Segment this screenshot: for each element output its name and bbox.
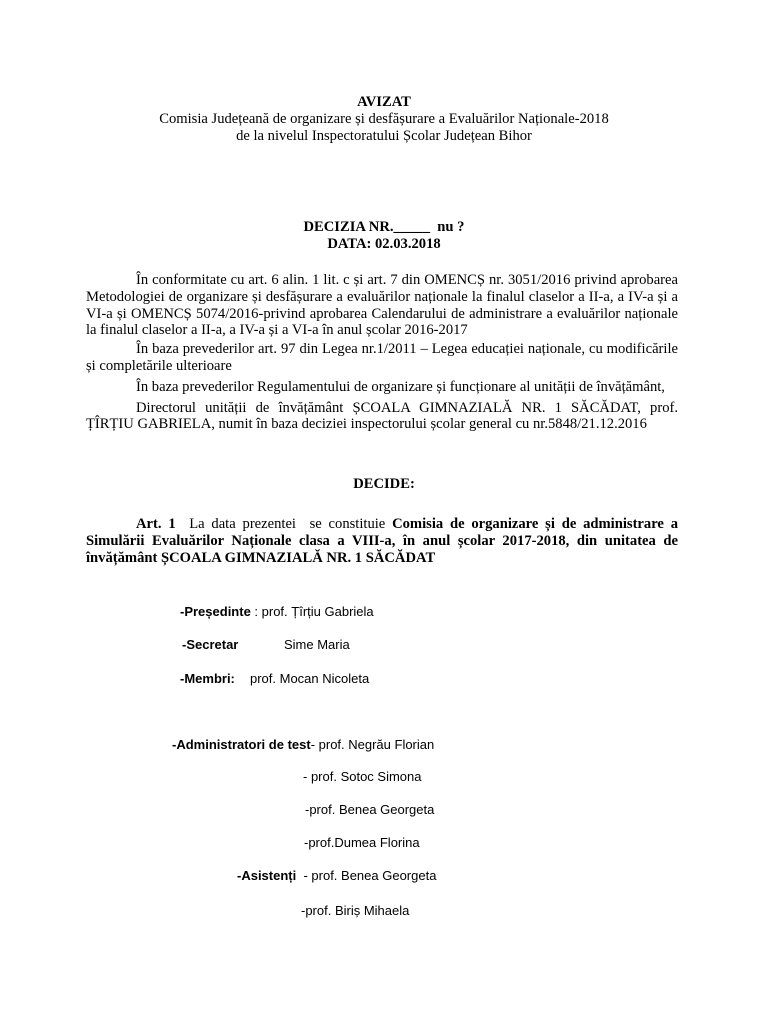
preamble: [86, 272, 678, 433]
secretary-label: -Secretar: [182, 637, 239, 652]
admins-label: -Administratori de test: [172, 737, 311, 752]
header-line-1: Comisia Județeană de organizare și desfășurare a Evaluărilor Naționale-2018: [159, 111, 609, 127]
article-intro: La data prezentei se constituie: [175, 516, 393, 532]
assistants-row: [237, 868, 436, 883]
admin-item: - prof. Negrău Florian: [310, 737, 435, 752]
members-row: [180, 671, 235, 686]
header-line-2: de la nivelul Inspectoratului Școlar Județean Bihor: [236, 128, 532, 144]
admin-item: -prof.Dumea Florina: [304, 835, 420, 850]
president-label: -Președinte: [180, 604, 251, 619]
preamble-paragraph-4: Directorul unității de învățământ ȘCOALA GIMNAZIALĂ NR. 1 SĂCĂDAT, prof. ȚÎRȚIU GABRIELA, numit în baza deciziei inspectorului școlar general cu nr.5848/21.12.2016: [86, 399, 678, 433]
decision-number: DECIZIA NR._____ nu ?: [303, 219, 465, 235]
preamble-paragraph-1: În conformitate cu art. 6 alin. 1 lit. c și art. 7 din OMENCȘ nr. 3051/2016 privind aprobarea Metodologiei de organizare și desfășurare a evaluărilor naționale la finalul claselor a II-a, a IV-a și a VI-a și OMENCȘ 5074/2016-privind aprobarea Calendarului de administrare a evaluărilor naționale la finalul claselor a II-a, a IV-a și a VI-a în anul școlar 2016-2017: [86, 272, 678, 339]
article-1: [86, 516, 678, 566]
assistant-item: - prof. Benea Georgeta: [296, 868, 437, 883]
admins-row: [172, 737, 434, 752]
assistants-label: -Asistenți: [237, 868, 297, 883]
article-label: Art. 1: [136, 516, 176, 532]
decision-date: DATA: 02.03.2018: [327, 236, 441, 252]
members-value: prof. Mocan Nicoleta: [250, 671, 370, 686]
preamble-paragraph-3: În baza prevederilor Regulamentului de organizare și funcționare al unității de învățământ,: [136, 378, 665, 395]
article-text: Comisia de organizare și de administrare a Simulării Evaluărilor Naționale clasa a VIII-a, în anul școlar 2017-2018, din unitatea de învățământ ȘCOALA GIMNAZIALĂ NR. 1 SĂCĂDAT: [86, 516, 678, 566]
members-label: -Membri:: [180, 671, 235, 686]
president-value: : prof. Țîrțiu Gabriela: [250, 604, 374, 619]
secretary-row: [182, 637, 238, 652]
admin-item: - prof. Sotoc Simona: [303, 769, 422, 784]
preamble-paragraph-2: În baza prevederilor art. 97 din Legea nr.1/2011 – Legea educației naționale, cu modificările și completările ulterioare: [86, 341, 678, 374]
avizat-title: AVIZAT: [357, 94, 411, 110]
header: [0, 94, 768, 145]
decision-heading: [0, 219, 768, 253]
secretary-value: Sime Maria: [284, 637, 350, 652]
president-row: [180, 604, 374, 619]
admin-item: -prof. Benea Georgeta: [305, 802, 435, 817]
decide-heading: DECIDE:: [353, 476, 415, 492]
assistant-item: -prof. Biriș Mihaela: [301, 903, 410, 918]
